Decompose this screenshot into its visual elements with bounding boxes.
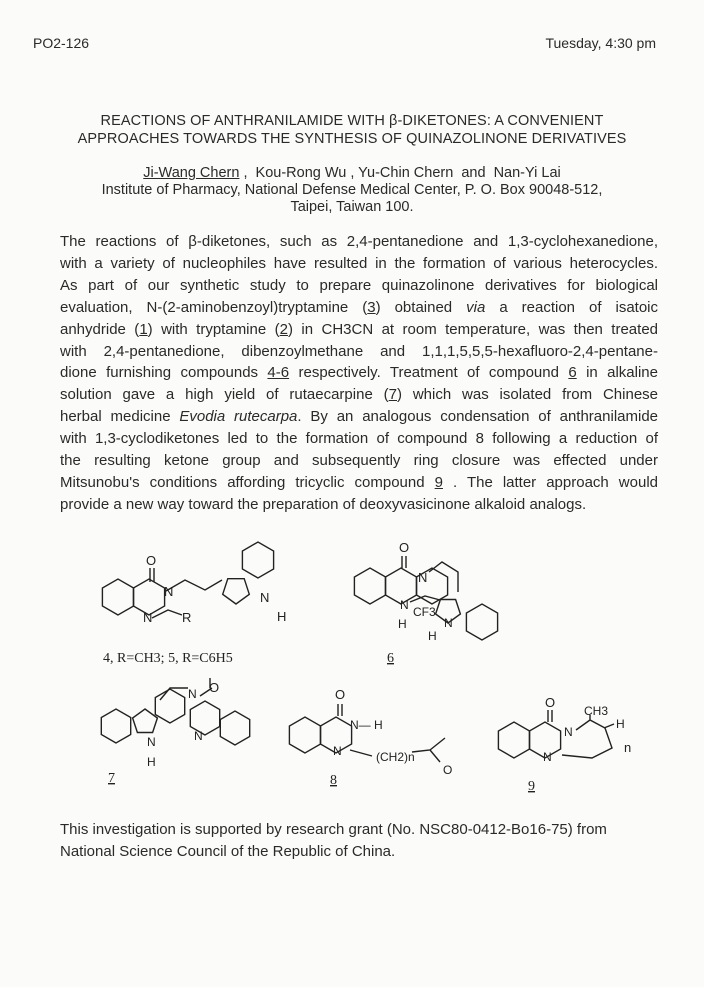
benzene-ring	[242, 542, 273, 578]
caption-8: 8	[330, 773, 337, 788]
compound-ref: 1	[139, 320, 148, 338]
pyrrole-ring	[133, 709, 158, 733]
benzene-ring	[289, 717, 320, 753]
text-segment: The reactions of β-diketones, such as 2,4-pentanedione and 1,3-cyclohexanedione,	[60, 233, 658, 250]
atom-N: N	[260, 590, 270, 605]
text-segment: As part of our synthetic study to prepare quinazolinone derivatives for biological	[60, 276, 658, 294]
text-segment: . By an analogous condensation of anthranilamide	[297, 408, 659, 426]
text-segment: respectively. Treatment of compound	[289, 364, 569, 382]
caption-4-5: 4, R=CH3; 5, R=C6H5	[103, 651, 233, 666]
text-segment: ) obtained	[375, 298, 467, 316]
atom-N: N	[147, 735, 156, 749]
atom-O: O	[146, 553, 157, 568]
acknowledgement	[60, 819, 658, 863]
atom-N: N	[400, 598, 409, 612]
session-time: Tuesday, 4:30 pm	[545, 35, 656, 51]
bonds	[402, 556, 458, 602]
atom-R: R	[182, 610, 192, 625]
text-segment: Mitsunobu's conditions affording tricyclic compound	[60, 473, 435, 491]
atom-O: O	[209, 680, 220, 695]
text-segment: a reaction of isatoic	[485, 298, 659, 316]
compound-ref: 4-6	[267, 364, 290, 382]
benzene-ring	[220, 711, 249, 745]
text-segment: with a variety of nucleophiles have resulted in the formation of various heterocycles.	[60, 254, 658, 272]
atom-N: N	[418, 570, 428, 585]
text-segment: in alkaline	[576, 364, 658, 382]
atom-O: O	[399, 540, 410, 555]
atom-N: N	[164, 584, 174, 599]
text-segment: herbal medicine	[60, 408, 180, 426]
title-line-1: REACTIONS OF ANTHRANILAMIDE WITH β-DIKETONES: A CONVENIENT	[100, 113, 604, 129]
italic-text: via	[466, 298, 486, 316]
abstract-code: PO2-126	[33, 35, 90, 51]
atom-H: H	[277, 609, 287, 624]
benzene-ring	[466, 604, 497, 640]
atom-N: N	[188, 687, 197, 701]
compound-ref: 2	[279, 320, 288, 338]
text-segment: solution gave a high yield of rutaecarpine (	[60, 386, 389, 404]
atom-N: N	[444, 616, 453, 630]
text-segment: ) which was isolated from Chinese	[396, 386, 659, 404]
acknowledgement-line-1: This investigation is supported by research grant (No. NSC80-0412-Bo16-75) from	[60, 821, 607, 838]
atom-H: H	[147, 755, 156, 769]
acknowledgement-line-2: National Science Council of the Republic of China.	[60, 843, 396, 860]
methyl-group: CH3	[584, 704, 609, 718]
atom-H: H	[616, 717, 625, 731]
text-segment: anhydride (	[60, 320, 140, 338]
pyrrole-ring	[223, 579, 250, 604]
atom-N: N	[543, 750, 552, 764]
affiliation: Institute of Pharmacy, National Defense Medical Center, P. O. Box 90048-512,	[101, 182, 603, 198]
italic-text: Evodia rutecarpa	[179, 408, 298, 426]
structure-4-5	[103, 553, 286, 666]
ring-size-n: n	[624, 740, 632, 755]
text-segment: ) in CH3CN at room temperature, was then treated	[287, 320, 658, 338]
atom-H: H	[428, 629, 437, 643]
caption-7: 7	[108, 771, 115, 786]
text-segment: the resulting ketone group and subsequently ring closure was effected under	[60, 452, 658, 470]
compound-ref: 9	[434, 473, 443, 491]
co-authors: , Kou-Rong Wu , Yu-Chin Chern and Nan-Yi Lai	[239, 165, 561, 181]
benzene-ring	[354, 568, 385, 604]
piperidine-ring	[155, 689, 184, 723]
text-segment: with 2,4-pentanedione, dibenzoylmethane and 1,1,1,5,5,5-hexafluoro-2,4-pentane-	[60, 342, 658, 360]
chain-label: (CH2)n	[376, 750, 415, 764]
caption-9: 9	[528, 779, 535, 794]
affiliation-city: Taipei, Taiwan 100.	[290, 199, 414, 215]
text-segment: . The latter approach would	[442, 473, 658, 491]
atom-NH: N— H	[350, 718, 383, 732]
structure-8	[330, 687, 452, 788]
text-segment: with 1,3-cyclodiketones led to the formation of compound 8 following a reduction of	[60, 430, 658, 448]
atom-N: N	[564, 725, 573, 739]
structure-7	[108, 678, 219, 786]
text-segment: provide a new way toward the preparation of deoxyvasicinone alkaloid analogs.	[60, 495, 587, 513]
structure-6	[387, 540, 458, 666]
compound-ref: 6	[568, 364, 577, 382]
atom-O: O	[443, 763, 453, 777]
text-segment: evaluation, N-(2-aminobenzoyl)tryptamine (	[60, 298, 368, 316]
bonds	[160, 678, 212, 700]
text-segment: ) with tryptamine (	[147, 320, 280, 338]
compound-ref: 7	[388, 386, 397, 404]
atom-O: O	[545, 695, 556, 710]
caption-6: 6	[387, 651, 394, 666]
cf3-group: CF3	[413, 605, 436, 619]
atom-N: N	[143, 610, 153, 625]
atom-H: H	[398, 617, 407, 631]
benzene-ring	[102, 579, 133, 615]
atom-O: O	[335, 687, 346, 702]
presenting-author: Ji-Wang Chern	[143, 165, 240, 181]
benzene-ring	[101, 709, 130, 743]
text-segment: dione furnishing compounds	[60, 364, 268, 382]
structure-9	[528, 695, 631, 794]
atom-N: N	[194, 729, 203, 743]
atom-N: N	[333, 744, 342, 758]
benzene-ring	[498, 722, 529, 758]
title-line-2: APPROACHES TOWARDS THE SYNTHESIS OF QUINAZOLINONE DERIVATIVES	[77, 131, 627, 147]
compound-ref: 3	[367, 298, 376, 316]
